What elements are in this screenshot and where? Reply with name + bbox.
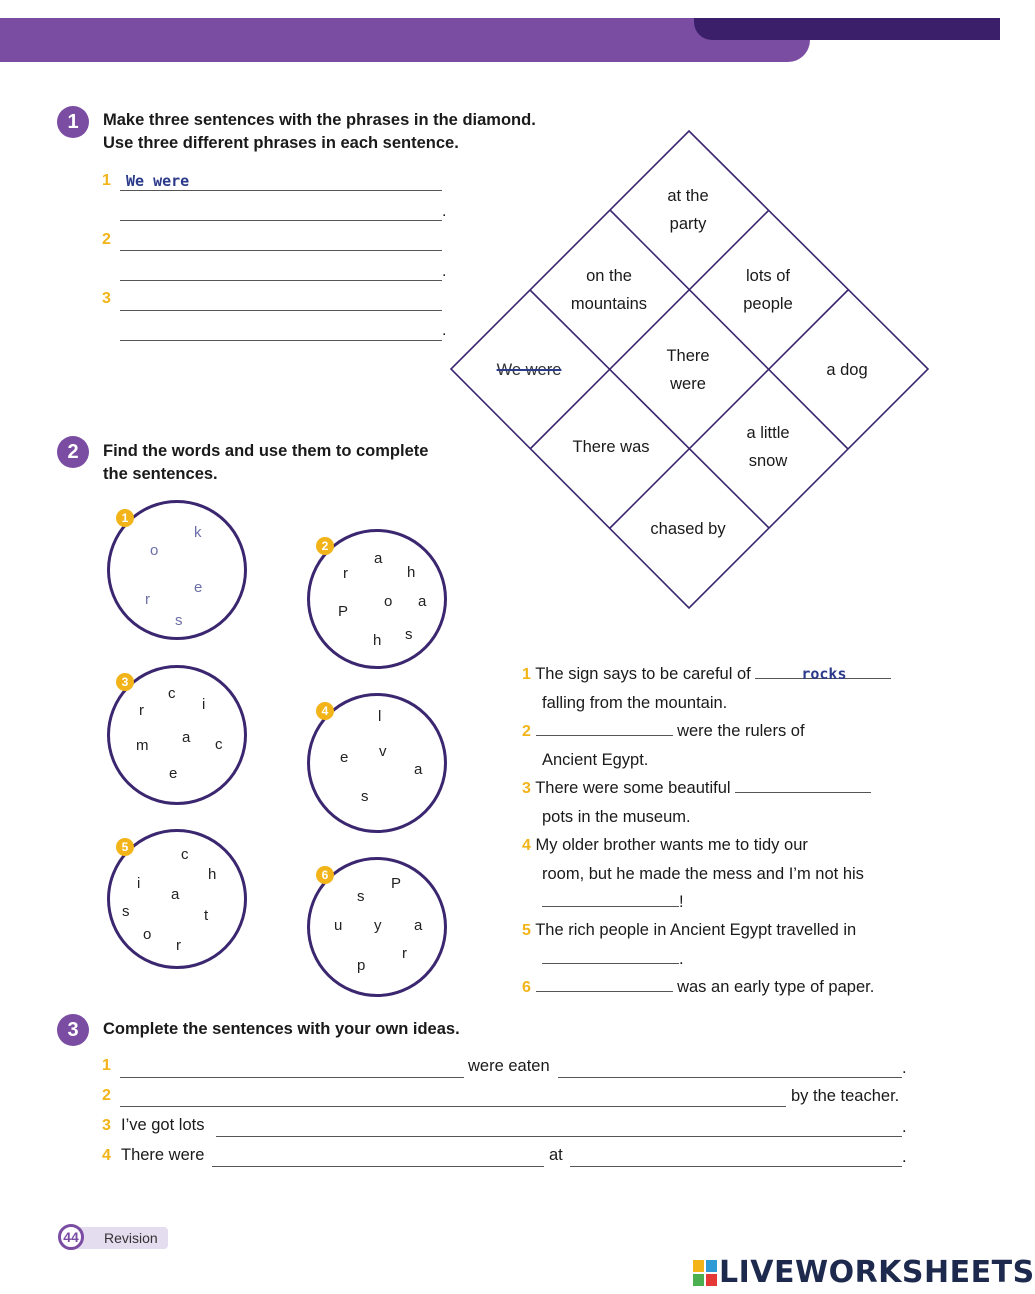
diamond-cell-center [628,342,748,398]
diamond-divider [610,290,848,528]
exercise-1-badge: 1 [57,106,89,138]
ex3-item-number: 1 [102,1057,111,1074]
diamond-cell-upper-left-line2: mountains [570,295,648,313]
ex1-period: . [442,322,447,339]
liveworksheets-logo-text: LIVEWORKSHEETS [719,1255,1035,1290]
circle-letter: h [208,866,217,883]
ex2-sentence-text: The rich people in Ancient Egypt travelled in [535,921,857,939]
diamond-cell-right: a dog [826,361,868,379]
ex1-answer-line[interactable] [120,220,442,221]
ex2-sentence-text: falling from the mountain. [542,694,728,712]
ex2-sentence-5 [522,916,942,973]
ex3-item-number: 4 [102,1147,111,1164]
ex2-sentence-number: 6 [522,979,531,996]
ex3-item-number: 3 [102,1117,111,1134]
ex2-answer-blank[interactable] [755,660,891,683]
ex1-answer-text: We were [126,172,190,190]
circle-letter: s [122,903,130,920]
diamond-cell-upper-right-line1: lots of [745,267,791,285]
exercise-3-badge: 3 [57,1014,89,1046]
ex2-sentence-text: ! [679,893,684,911]
exercise-2-instruction [103,440,428,486]
diamond-cell-lower-right-line2: snow [748,452,788,470]
circle-number-badge: 6 [316,866,334,884]
ex2-sentence-3 [522,774,922,831]
circle-letter: i [202,696,206,713]
circle-letter: t [204,907,209,924]
ex2-sentence-number: 1 [522,666,531,683]
ex2-sentence-text: were the rulers of [677,722,805,740]
circle-letter: u [334,917,343,934]
circle-letter: r [402,945,407,962]
circle-letter: o [384,593,393,610]
diamond-cell-lower-right [708,419,828,475]
ex2-sentence-number: 3 [522,780,531,797]
ex3-answer-line[interactable] [216,1136,902,1137]
circle-number-badge: 3 [116,673,134,691]
ex2-answer-blank[interactable] [536,973,673,992]
ex3-answer-line[interactable] [120,1077,464,1078]
diamond-cell-upper-right-line2: people [743,295,793,313]
ex3-text: at [549,1146,563,1164]
ex3-answer-line[interactable] [558,1077,902,1078]
exercise-2-instruction-line1: Find the words and use them to complete [103,442,429,460]
liveworksheets-logo [693,1255,1035,1290]
ex2-sentence-text: was an early type of paper. [677,978,875,996]
ex3-text: There were [121,1146,205,1164]
circle-letter: c [181,846,189,863]
ex2-sentence-1 [522,660,922,717]
ex2-sentence-text: My older brother wants me to tidy our [535,836,808,854]
circle-number-badge: 5 [116,838,134,856]
ex3-period: . [902,1118,907,1136]
ex1-answer-line[interactable] [120,280,442,281]
diamond-cell-bottom: chased by [650,520,726,538]
ex2-sentence-text: room, but he made the mess and I’m not his [542,865,864,883]
circle-letter: P [391,875,402,892]
diamond-cell-top [628,182,748,238]
circle-letter: r [343,565,348,582]
circle-letter: a [171,886,180,903]
ex1-answer-line[interactable] [120,340,442,341]
circle-letter: a [414,761,423,778]
circle-letter: a [182,729,191,746]
ex2-answer-blank[interactable] [542,888,679,907]
ex2-sentence-text: pots in the museum. [542,808,691,826]
ex2-sentence-number: 5 [522,922,531,939]
diamond-cell-lower-right-line1: a little [746,424,790,442]
diamond-cell-center-line2: were [670,375,706,393]
ex3-answer-line[interactable] [212,1166,544,1167]
ex2-answer-blank[interactable] [542,945,679,964]
diamond-cell-top-line1: at the [667,187,709,205]
diamond-cell-top-line2: party [669,215,707,233]
ex2-sentence-2 [522,717,922,774]
ex2-sentence-number: 4 [522,837,531,854]
diamond-cell-upper-left [549,262,669,318]
diamond-cell-center-line1: There [666,347,710,365]
circle-letter: h [407,564,416,581]
circle-letter: a [374,550,383,567]
exercise-1-instruction-line2: Use three different phrases in each sentence. [103,134,459,152]
section-label: Revision [70,1227,168,1249]
page-number-badge: 44 [58,1224,84,1250]
ex3-item-number: 2 [102,1087,111,1104]
circle-letter: s [405,626,413,643]
ex3-period: . [902,1059,907,1077]
circle-letter: y [374,917,382,934]
circle-letter: P [338,603,349,620]
ex2-sentence-text: The sign says to be careful of [535,665,751,683]
ex2-sentence-text: . [679,950,684,968]
circle-letter: e [194,579,203,596]
circle-letter: k [194,524,202,541]
ex2-answer-blank[interactable] [536,717,673,736]
exercise-2-badge: 2 [57,436,89,468]
circle-letter: s [357,888,365,905]
circle-letter: s [361,788,369,805]
ex1-item-number: 2 [102,231,111,248]
exercise-3-instruction: Complete the sentences with your own ideas. [103,1020,460,1038]
ex2-sentence-4 [522,831,942,916]
ex3-text: by the teacher. [791,1087,900,1105]
ex1-answer-line[interactable] [120,190,442,191]
ex1-answer-line[interactable] [120,250,442,251]
circle-letter: p [357,957,366,974]
diamond-cell-upper-left-line1: on the [586,267,632,285]
circle-number-badge: 1 [116,509,134,527]
ex3-text: were eaten [468,1057,550,1075]
ex1-item-number: 3 [102,290,111,307]
circle-letter: h [373,632,382,649]
circle-number-badge: 4 [316,702,334,720]
diamond-cell-left: We were [496,361,562,379]
ex2-sentence-6 [522,973,942,1002]
ex2-answer-blank[interactable] [735,774,871,793]
circle-letter: e [169,765,178,782]
ex2-answer-text: rocks [801,665,847,683]
circle-letter: m [136,737,149,754]
liveworksheets-logo-icon [693,1260,717,1286]
ex3-answer-line[interactable] [120,1106,786,1107]
ex2-sentence-text: There were some beautiful [535,779,731,797]
ex3-answer-line[interactable] [570,1166,902,1167]
ex1-answer-line[interactable] [120,310,442,311]
circle-letter: s [175,612,183,629]
diamond-divider [530,210,769,449]
ex3-period: . [902,1148,907,1166]
circle-letter: o [150,542,159,559]
circle-letter: c [168,685,176,702]
exercise-1-instruction-line1: Make three sentences with the phrases in the diamond. [103,111,536,129]
circle-letter: l [378,708,382,725]
ex1-item-number: 1 [102,172,111,189]
ex2-sentence-text: Ancient Egypt. [542,751,649,769]
diamond-cell-upper-right [708,262,828,318]
circle-letter: c [215,736,223,753]
ex1-period: . [442,263,447,280]
ex3-text: I’ve got lots [121,1116,205,1134]
exercise-2-instruction-line2: the sentences. [103,465,218,483]
circle-letter: v [379,743,387,760]
circle-letter: o [143,926,152,943]
diamond-cell-lower-left: There was [572,438,650,456]
circle-letter: a [414,917,423,934]
header-bar [0,18,810,62]
diamond-divider [610,210,848,449]
circle-letter: r [176,937,181,954]
ex1-period: . [442,203,447,220]
ex2-sentence-number: 2 [522,723,531,740]
circle-number-badge: 2 [316,537,334,555]
circle-letter: r [145,591,150,608]
circle-letter: r [139,702,144,719]
header-accent-bar [694,18,1000,40]
diamond-divider [530,290,769,528]
circle-letter: a [418,593,427,610]
circle-letter: i [137,875,141,892]
circle-letter: e [340,749,349,766]
